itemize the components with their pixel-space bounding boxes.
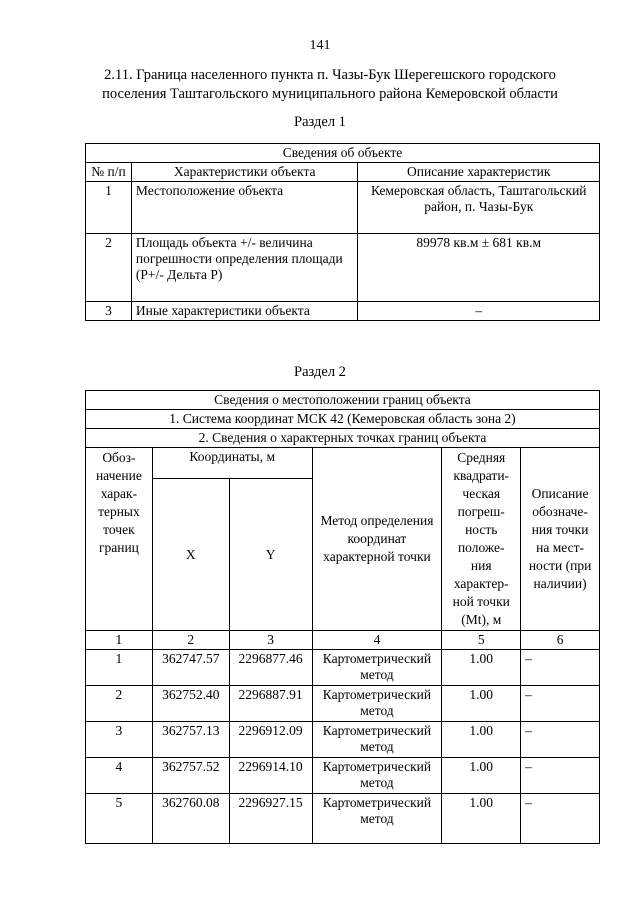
table-title-row bbox=[86, 391, 600, 410]
column-header-method: Метод определения координат характерной точки bbox=[312, 448, 442, 631]
table-header-row bbox=[86, 163, 600, 182]
table-title-row bbox=[86, 144, 600, 163]
point-id: 1 bbox=[86, 650, 153, 686]
coordinate-system: 1. Система координат МСК 42 (Кемеровская область зона 2) bbox=[86, 410, 600, 429]
table-row bbox=[86, 302, 600, 321]
table-row bbox=[86, 686, 600, 722]
points-title-row bbox=[86, 429, 600, 448]
error: 1.00 bbox=[442, 794, 521, 844]
points-title: 2. Сведения о характерных точках границ объекта bbox=[86, 429, 600, 448]
column-header-description: Описание характеристик bbox=[358, 163, 600, 182]
row-characteristic: Местоположение объекта bbox=[131, 182, 358, 234]
point-id: 5 bbox=[86, 794, 153, 844]
table-row bbox=[86, 650, 600, 686]
method: Картометрический метод bbox=[312, 686, 442, 722]
column-number: 6 bbox=[521, 631, 600, 650]
table-row bbox=[86, 234, 600, 302]
table-row bbox=[86, 182, 600, 234]
object-info-table bbox=[85, 143, 600, 321]
location-description: – bbox=[521, 794, 600, 844]
method: Картометрический метод bbox=[312, 722, 442, 758]
document-title bbox=[80, 66, 580, 104]
point-id: 4 bbox=[86, 758, 153, 794]
coordinate-y: 2296914.10 bbox=[229, 758, 312, 794]
coordinate-y: 2296912.09 bbox=[229, 722, 312, 758]
column-header-y: Y bbox=[229, 479, 312, 631]
section-2-heading: Раздел 2 bbox=[294, 364, 346, 380]
coordinate-x: 362757.52 bbox=[152, 758, 229, 794]
column-number: 5 bbox=[442, 631, 521, 650]
section-1-heading: Раздел 1 bbox=[294, 114, 346, 130]
row-description: – bbox=[358, 302, 600, 321]
row-characteristic: Площадь объекта +/- величина погрешности определения площади (Р+/- Дельта Р) bbox=[131, 234, 358, 302]
coordinate-x: 362747.57 bbox=[152, 650, 229, 686]
location-description: – bbox=[521, 758, 600, 794]
column-number: 3 bbox=[229, 631, 312, 650]
table-row bbox=[86, 794, 600, 844]
coordinate-system-row bbox=[86, 410, 600, 429]
row-characteristic: Иные характеристики объекта bbox=[131, 302, 358, 321]
column-header-x: X bbox=[152, 479, 229, 631]
coordinate-x: 362752.40 bbox=[152, 686, 229, 722]
title-line-2: поселения Таштагольского муниципального района Кемеровской области bbox=[102, 86, 558, 102]
column-header-characteristics: Характеристики объекта bbox=[131, 163, 358, 182]
column-number: 1 bbox=[86, 631, 153, 650]
column-number: 2 bbox=[152, 631, 229, 650]
error: 1.00 bbox=[442, 686, 521, 722]
location-description: – bbox=[521, 722, 600, 758]
error: 1.00 bbox=[442, 758, 521, 794]
error: 1.00 bbox=[442, 650, 521, 686]
table-row bbox=[86, 758, 600, 794]
coordinate-y: 2296877.46 bbox=[229, 650, 312, 686]
column-header-location-description: Описание обозначе- ния точки на мест- ности (при наличии) bbox=[521, 448, 600, 631]
column-header-error: Средняя квадрати- ческая погреш- ность положе- ния характер- ной точки (Mt), м bbox=[442, 448, 521, 631]
table-title: Сведения об объекте bbox=[86, 144, 600, 163]
coordinate-x: 362757.13 bbox=[152, 722, 229, 758]
location-description: – bbox=[521, 650, 600, 686]
column-number: 4 bbox=[312, 631, 442, 650]
row-number: 1 bbox=[86, 182, 132, 234]
method: Картометрический метод bbox=[312, 650, 442, 686]
row-number: 3 bbox=[86, 302, 132, 321]
title-line-1: 2.11. Граница населенного пункта п. Чазы-Бук Шерегешского городского bbox=[104, 67, 556, 83]
location-description: – bbox=[521, 686, 600, 722]
boundary-points-table bbox=[85, 390, 600, 844]
table-header-row bbox=[86, 448, 600, 479]
point-id: 2 bbox=[86, 686, 153, 722]
page-number: 141 bbox=[309, 38, 331, 53]
method: Картометрический метод bbox=[312, 794, 442, 844]
error: 1.00 bbox=[442, 722, 521, 758]
row-number: 2 bbox=[86, 234, 132, 302]
row-description: Кемеровская область, Таштагольский район, п. Чазы-Бук bbox=[358, 182, 600, 234]
column-numbers-row bbox=[86, 631, 600, 650]
coordinate-y: 2296927.15 bbox=[229, 794, 312, 844]
table-row bbox=[86, 722, 600, 758]
row-description: 89978 кв.м ± 681 кв.м bbox=[358, 234, 600, 302]
coordinate-y: 2296887.91 bbox=[229, 686, 312, 722]
column-header-number: № п/п bbox=[86, 163, 132, 182]
coordinate-x: 362760.08 bbox=[152, 794, 229, 844]
table-title: Сведения о местоположении границ объекта bbox=[86, 391, 600, 410]
column-header-coordinates: Координаты, м bbox=[152, 448, 312, 479]
method: Картометрический метод bbox=[312, 758, 442, 794]
point-id: 3 bbox=[86, 722, 153, 758]
column-header-designation: Обоз- начение харак- терных точек границ bbox=[86, 448, 153, 631]
